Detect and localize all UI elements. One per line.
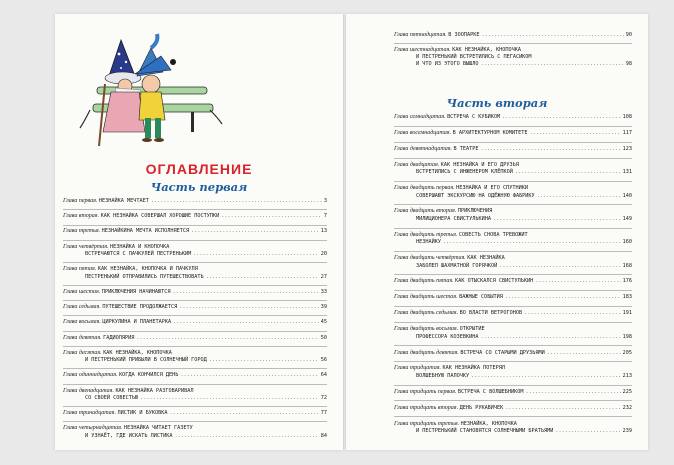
chapter-title: ГАДИОЛЯРИЯ [103, 334, 135, 341]
chapter-label: Глава тринадцатая. [63, 410, 118, 417]
chapter-title: ПРИКЛЮЧЕНИЯ НАЧИНАЮТСЯ [101, 288, 171, 295]
toc-entry[interactable] [394, 421, 632, 436]
chapter-title: ОТКРЫТИЕ [459, 326, 485, 333]
chapter-label: Глава четвёртая. [63, 243, 111, 250]
page-number: 33 [320, 288, 327, 295]
page-number: 56 [320, 357, 327, 364]
chapter-label: Глава восьмая. [63, 319, 103, 326]
dot-leader [180, 372, 318, 379]
chapter-title: ВСТРЕТИЛИСЬ С ИНЖЕНЕРОМ КЛЁПКОЙ [416, 169, 513, 176]
entry-separator [394, 416, 632, 417]
chapter-title: КАК НЕЗНАЙКА И ЕГО ДРУЗЬЯ [440, 161, 519, 168]
toc-entry[interactable] [394, 114, 632, 121]
entry-separator [394, 126, 632, 127]
chapter-title: ВСТРЕЧА С КУБИКОМ [447, 114, 501, 120]
chapter-title: В ТЕАТРЕ [453, 145, 479, 152]
entry-separator [394, 361, 632, 362]
chapter-label: Глава двадцать первая. [394, 185, 457, 192]
entry-separator [394, 142, 632, 143]
dot-leader [537, 193, 621, 200]
dot-leader [206, 274, 319, 281]
toc-entry[interactable] [394, 405, 632, 412]
chapter-label: Глава шестая. [63, 288, 102, 295]
dot-leader [505, 294, 621, 301]
page-number: 50 [320, 334, 327, 341]
part-one-title: Часть первая [150, 180, 248, 194]
toc-entry[interactable] [394, 208, 632, 223]
chapter-label: Глава пятнадцатая. [394, 32, 449, 38]
page-number: 176 [622, 278, 632, 285]
chapter-title: КАК НЕЗНАЙКА, КНОПОЧКА [452, 46, 521, 53]
dot-leader [136, 335, 318, 342]
entry-separator [63, 262, 327, 263]
dot-leader [221, 213, 322, 220]
chapter-label: Глава тридцатая. [394, 365, 443, 372]
toc-entry[interactable] [394, 232, 632, 247]
toc-list-right-top [394, 32, 632, 76]
dot-leader [173, 319, 319, 326]
toc-entry[interactable] [394, 350, 632, 357]
chapter-title: И ПЕСТРЕНЬКИЙ СТАНОВЯТСЯ СОЛНЕЧНЫМИ БРАТЬЯМИ [416, 428, 554, 435]
chapter-title: ВОЛШЕБНУЮ ПАЛОЧКУ [416, 372, 470, 379]
dot-leader [505, 405, 620, 412]
toc-entry[interactable] [63, 350, 327, 365]
entry-separator [394, 322, 632, 323]
page-number: 108 [622, 114, 632, 120]
chapter-title: НЕЗНАЙКА ЧИТАЕТ ГАЗЕТУ [123, 425, 193, 432]
chapter-title: ДЕНЬ РУКАВИЧЕК [459, 404, 504, 411]
entry-separator [63, 225, 327, 226]
page-number: 232 [622, 404, 632, 411]
dot-leader [193, 251, 319, 258]
chapter-label: Глава седьмая. [63, 304, 103, 311]
page-number: 191 [622, 310, 632, 317]
page-number: 205 [622, 349, 632, 356]
toc-entry[interactable] [394, 130, 632, 137]
chapter-label: Глава двадцать третья. [394, 231, 459, 238]
dot-leader [525, 389, 620, 396]
dot-leader [443, 239, 621, 246]
entry-separator [63, 346, 327, 347]
dot-leader [169, 410, 318, 417]
page-number: 13 [320, 228, 327, 235]
toc-entry[interactable] [63, 289, 327, 296]
entry-separator [63, 285, 327, 286]
chapter-label: Глава десятая. [63, 349, 104, 356]
dot-leader [471, 373, 621, 380]
chapter-title: ВО ВЛАСТИ ВЕТРОГОНОВ [459, 310, 523, 317]
chapter-label: Глава двадцать пятая. [394, 278, 456, 285]
chapter-title: В АРХИТЕКТУРНОМ КОМИТЕТЕ [452, 129, 528, 136]
dot-leader [535, 278, 620, 285]
entry-separator [394, 158, 632, 159]
chapter-label: Глава пятая. [63, 266, 98, 273]
entry-separator [394, 400, 632, 401]
chapter-title: НЕЗНАЙКА И ЕГО СПУТНИКИ [456, 185, 528, 192]
page-number: 168 [622, 262, 632, 269]
dot-leader [547, 350, 621, 357]
toc-entry[interactable] [394, 278, 632, 285]
page-number: 64 [320, 372, 327, 379]
chapter-title: КАК НЕЗНАЙКА ПОТЕРЯЛ [442, 365, 505, 372]
chapter-title: ВАЖНЫЕ СОБЫТИЯ [459, 294, 503, 301]
chapter-label: Глава первая. [63, 198, 99, 204]
chapter-title: СОВЕРШАЮТ ЭКСКУРСИЮ НА ОДЁЖНУЮ ФАБРИКУ [416, 192, 535, 199]
chapter-title: СОВЕСТЬ СНОВА ТРЕВОЖИТ [458, 231, 528, 238]
chapter-title: НЕЗНАЙКИНА МЕЧТА ИСПОЛНЯЕТСЯ [101, 228, 190, 235]
page-number: 84 [320, 432, 327, 439]
dot-leader [515, 169, 621, 176]
chapter-label: Глава двадцать шестая. [394, 294, 460, 301]
chapter-label: Глава восемнадцатая. [394, 129, 453, 136]
page-number: 198 [622, 333, 632, 340]
page-number: 77 [320, 410, 327, 417]
dot-leader [173, 289, 319, 296]
toc-entry[interactable] [394, 294, 632, 301]
entry-separator [63, 331, 327, 332]
toc-entry[interactable] [394, 162, 632, 177]
chapter-title: КАК НЕЗНАЙКА РАЗГОВАРИВАЛ [115, 387, 194, 394]
entry-separator [394, 274, 632, 275]
dot-leader [493, 216, 621, 223]
toc-entry[interactable] [394, 47, 632, 69]
chapter-label: Глава двадцать вторая. [394, 208, 458, 215]
toc-entry[interactable] [63, 213, 327, 220]
page-number: 27 [320, 273, 327, 280]
chapter-label: Глава третья. [63, 228, 102, 235]
toc-entry[interactable] [394, 185, 632, 200]
entry-separator [63, 406, 327, 407]
dot-leader [555, 428, 620, 435]
toc-entry[interactable] [394, 365, 632, 380]
toc-entry[interactable] [394, 255, 632, 270]
chapter-title: В ЗООПАРКЕ [448, 32, 480, 38]
chapter-title: ВСТРЕЧА СО СТАРЫМИ ДРУЗЬЯМИ [460, 349, 545, 356]
page-number: 149 [622, 215, 632, 222]
entry-separator [63, 209, 327, 210]
toc-entry[interactable] [394, 389, 632, 396]
entry-separator [394, 290, 632, 291]
chapter-label: Глава двадцатая. [394, 161, 441, 168]
page-number: 98 [625, 61, 632, 68]
chapter-title: ЗАБОЛЕЛ ШАХМАТНОЙ ГОРЯЧКОЙ [416, 262, 498, 269]
dot-leader [530, 130, 621, 137]
chapter-title: НЕЗНАЙКУ [416, 239, 441, 246]
entry-separator [63, 368, 327, 369]
chapter-title: ПУТЕШЕСТВИЕ ПРОДОЛЖАЕТСЯ [102, 304, 178, 311]
wizard-and-neznaika-illustration [75, 32, 225, 150]
chapter-title: КАК НЕЗНАЙКА [467, 255, 505, 262]
chapter-title: ПРИКЛЮЧЕНИЯ [457, 208, 493, 215]
chapter-title: И УЗНАЁТ, ГДЕ ИСКАТЬ ЛИСТИКА [85, 432, 173, 439]
chapter-label: Глава тридцать вторая. [394, 404, 460, 411]
entry-separator [63, 240, 327, 241]
page-number: 90 [625, 32, 632, 38]
chapter-title: КАК ОТЫСКАЛСЯ СВИСТУЛЬКИН [455, 278, 534, 285]
chapter-title: КОГДА КОНЧИЛСЯ ДЕНЬ [119, 372, 179, 379]
chapter-label: Глава девятнадцатая. [394, 145, 454, 152]
chapter-title: ЛИСТИК И БУКОВКА [117, 410, 168, 417]
toc-entry[interactable] [63, 410, 327, 417]
chapter-label: Глава двадцать седьмая. [394, 310, 460, 317]
entry-separator [394, 204, 632, 205]
page-number: 7 [323, 213, 327, 220]
page-number: 123 [622, 145, 632, 152]
page-number: 3 [323, 198, 327, 204]
toc-list-left [63, 198, 327, 448]
right-page [346, 14, 648, 450]
left-page [55, 14, 343, 450]
chapter-label: Глава двадцать девятая. [394, 349, 461, 356]
toc-entry[interactable] [63, 198, 327, 205]
page-number: 131 [622, 169, 632, 176]
page-number: 239 [622, 428, 632, 435]
entry-separator [394, 181, 632, 182]
chapter-title: КАК НЕЗНАЙКА, КНОПОЧКА [103, 349, 172, 356]
chapter-title: ЦИРКУЛИНА И ПЛАНЕТАРКА [102, 319, 172, 326]
toc-entry[interactable] [63, 335, 327, 342]
chapter-title: И ПЕСТРЕНЬКИЙ ВСТРЕТИЛИСЬ С ПЕГАСИКОМ [416, 54, 532, 60]
chapter-label: Глава тридцать третья. [394, 420, 461, 427]
toc-entry[interactable] [394, 32, 632, 39]
chapter-title: НЕЗНАЙКА И КНОПОЧКА [110, 243, 170, 250]
entry-separator [394, 306, 632, 307]
chapter-label: Глава одиннадцатая. [63, 372, 120, 379]
page-number: 117 [622, 129, 632, 136]
toc-entry[interactable] [63, 266, 327, 281]
chapter-label: Глава двадцать четвёртая. [394, 255, 468, 262]
page-number: 160 [622, 239, 632, 246]
chapter-label: Глава двадцать восьмая. [394, 326, 460, 333]
page-number: 183 [622, 294, 632, 301]
dot-leader [209, 357, 319, 364]
chapter-title: НЕЗНАЙКА, КНОПОЧКА [460, 420, 517, 427]
dot-leader [502, 114, 620, 121]
dot-leader [480, 61, 623, 68]
page-number: 225 [622, 388, 632, 395]
chapter-title: МИЛИЦИОНЕРА СВИСТУЛЬКИНА [416, 215, 491, 222]
toc-entry[interactable] [394, 326, 632, 341]
entry-separator [394, 251, 632, 252]
chapter-title: КАК НЕЗНАЙКА, КНОПОЧКА И ПАЧКУЛЯ [97, 266, 198, 273]
chapter-label: Глава семнадцатая. [394, 114, 448, 120]
toc-entry[interactable] [63, 425, 327, 440]
page-number: 213 [622, 372, 632, 379]
toc-entry[interactable] [63, 372, 327, 379]
chapter-title: И ПЕСТРЕНЬКИЙ ПРИБЫЛИ В СОЛНЕЧНЫЙ ГОРОД [85, 357, 207, 364]
page-number: 20 [320, 251, 327, 258]
entry-separator [394, 345, 632, 346]
entry-separator [63, 384, 327, 385]
chapter-title: И ЧТО ИЗ ЭТОГО ВЫШЛО [416, 61, 479, 68]
dot-leader [524, 310, 621, 317]
dot-leader [480, 334, 620, 341]
chapter-label: Глава двенадцатая. [63, 387, 116, 394]
dot-leader [151, 198, 322, 205]
toc-entry[interactable] [63, 304, 327, 311]
chapter-label: Глава вторая. [63, 213, 101, 220]
page-number: 39 [320, 304, 327, 311]
dot-leader [179, 304, 318, 311]
toc-entry[interactable] [394, 310, 632, 317]
entry-separator [63, 421, 327, 422]
chapter-label: Глава девятая. [63, 334, 104, 341]
page-number: 45 [320, 319, 327, 326]
toc-entry[interactable] [63, 244, 327, 259]
chapter-label: Глава четырнадцатая. [63, 425, 124, 432]
chapter-title: КАК НЕЗНАЙКА СОВЕРШАЛ ХОРОШИЕ ПОСТУПКИ [100, 213, 220, 220]
dot-leader [499, 263, 620, 270]
entry-separator [394, 43, 632, 44]
entry-separator [394, 228, 632, 229]
chapter-title: ПЕСТРЕНЬКИЙ ОТПРАВИЛИСЬ ПУТЕШЕСТВОВАТЬ [85, 273, 204, 280]
toc-list-right [394, 114, 632, 444]
toc-heading: ОГЛАВЛЕНИЕ [145, 161, 253, 177]
chapter-title: ВСТРЕЧА С ВОЛШЕБНИКОМ [457, 388, 524, 395]
dot-leader [481, 32, 623, 39]
toc-entry[interactable] [63, 228, 327, 235]
dot-leader [481, 146, 621, 153]
chapter-title: СО СВОЕЙ СОВЕСТЬЮ [85, 394, 139, 401]
page-number: 72 [320, 394, 327, 401]
chapter-label: Глава шестнадцатая. [394, 46, 453, 53]
dot-leader [174, 433, 318, 440]
toc-entry[interactable] [63, 319, 327, 326]
chapter-label: Глава тридцать первая. [394, 388, 458, 395]
entry-separator [63, 300, 327, 301]
page-number: 140 [622, 192, 632, 199]
entry-separator [63, 315, 327, 316]
chapter-title: ПРОФЕССОРА КОЗЕВКИНА [416, 333, 479, 340]
dot-leader [191, 228, 319, 235]
toc-entry[interactable] [394, 146, 632, 153]
toc-entry[interactable] [63, 388, 327, 403]
chapter-title: НЕЗНАЙКА МЕЧТАЕТ [98, 198, 149, 204]
chapter-title: ВСТРЕЧАЮТСЯ С ПАЧКУЛЕЙ ПЕСТРЕНЬКИМ [85, 251, 192, 258]
part-two-title: Часть вторая [446, 96, 548, 110]
entry-separator [394, 385, 632, 386]
dot-leader [140, 395, 319, 402]
